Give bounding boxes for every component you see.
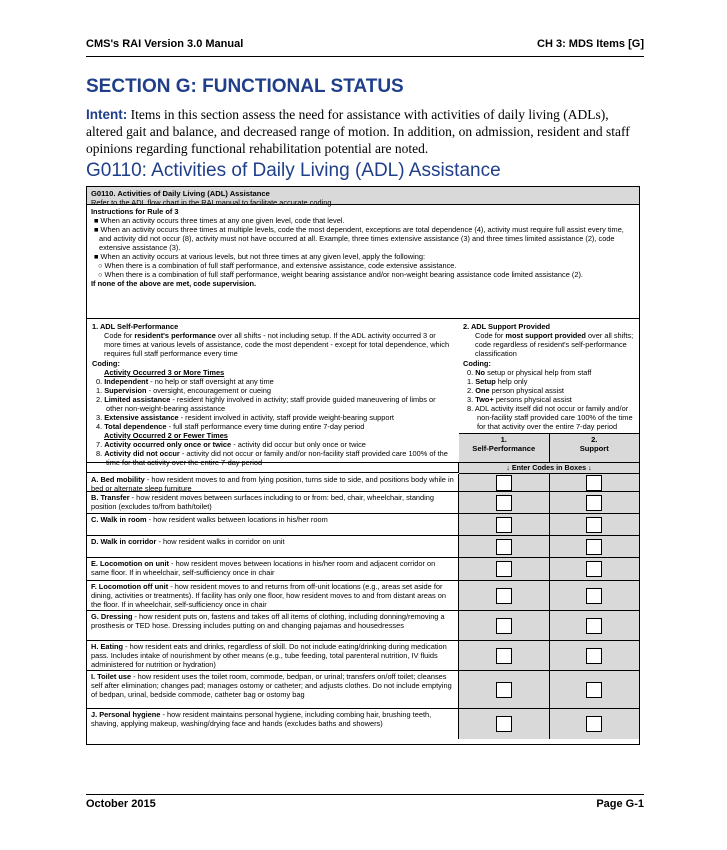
activity-row bbox=[87, 474, 639, 492]
activity-description: F. Locomotion off unit - how resident moves to and returns from off-unit locations (e.g., areas set aside for dining, activities or treatments). If facility has only one floor, how resident moves to and from distant areas on the floor. If in wheelchair, self-sufficiency once in chair bbox=[87, 581, 459, 610]
activity-description: G. Dressing - how resident puts on, fastens and takes off all items of clothing, including donning/removing a prosthesis or TED hose. Dressing includes putting on and changing pajamas and housedresses bbox=[87, 611, 459, 640]
section-title: SECTION G: FUNCTIONAL STATUS bbox=[86, 76, 404, 97]
rule3-title: Instructions for Rule of 3 bbox=[91, 207, 179, 216]
support-code-box[interactable] bbox=[586, 539, 602, 555]
self-perf-code: 3. Extensive assistance - resident involved in activity, staff provide weight-bearing support bbox=[96, 413, 394, 422]
support-code: 3. Two+ persons physical assist bbox=[467, 395, 572, 404]
support-code-cell bbox=[549, 514, 640, 535]
self-performance-code-box[interactable] bbox=[496, 682, 512, 698]
col-self-performance: 1. Self-Performance bbox=[459, 434, 549, 462]
self-perf-code: 7. Activity occurred only once or twice - activity did occur but only once or twice bbox=[96, 440, 366, 449]
self-perf-coding-label: Coding: bbox=[92, 359, 120, 368]
self-performance-code-box[interactable] bbox=[496, 588, 512, 604]
support-heading: 2. ADL Support Provided bbox=[463, 322, 551, 331]
rule-of-3-instructions bbox=[87, 205, 639, 319]
intent-label: Intent: bbox=[86, 107, 128, 122]
support-code-box[interactable] bbox=[586, 495, 602, 511]
activity-row bbox=[87, 492, 639, 514]
activity-description: H. Eating - how resident eats and drinks, regardless of skill. Do not include eating/drinking during medication pass. Includes intake of nourishment by other means (e.g., tube feeding, total parenteral nutrition, IV fluids administered for nutrition or hydration) bbox=[87, 641, 459, 670]
self-performance-code-cell bbox=[459, 536, 549, 557]
page-footer bbox=[86, 794, 644, 810]
self-performance-code-box[interactable] bbox=[496, 716, 512, 732]
self-perf-code: 1. Supervision - oversight, encouragement or cueing bbox=[96, 386, 272, 395]
support-code-cell bbox=[549, 558, 640, 580]
self-performance-code-cell bbox=[459, 611, 549, 640]
self-performance-code-box[interactable] bbox=[496, 475, 512, 491]
rule3-line: ■ When an activity occurs at various levels, but not three times at any given level, apply the following: bbox=[94, 252, 426, 261]
self-perf-desc: Code for resident's performance over all shifts - not including setup. If the ADL activity occurred 3 or more times at various levels of assistance, code the most dependent - except for total dependence, which requires full staff performance every time bbox=[104, 331, 450, 358]
self-performance-code-box[interactable] bbox=[496, 539, 512, 555]
activity-row bbox=[87, 536, 639, 558]
support-code: 1. Setup help only bbox=[467, 377, 528, 386]
self-performance-code-cell bbox=[459, 474, 549, 491]
self-performance-code-box[interactable] bbox=[496, 618, 512, 634]
self-perf-code: 2. Limited assistance - resident highly involved in activity; staff provide guided maneuvering of limbs or other non-weight-bearing assistance bbox=[96, 395, 436, 413]
support-code-cell bbox=[549, 709, 640, 739]
support-code-box[interactable] bbox=[586, 475, 602, 491]
rule3-line: ○ When there is a combination of full staff performance, and extensive assistance, code extensive assistance. bbox=[98, 261, 457, 270]
self-performance-code-box[interactable] bbox=[496, 495, 512, 511]
group-3-or-more: Activity Occurred 3 or More Times bbox=[104, 368, 225, 377]
col-support: 2. Support bbox=[549, 434, 640, 462]
self-performance-code-box[interactable] bbox=[496, 517, 512, 533]
support-code-cell bbox=[549, 492, 640, 513]
intent-text: Items in this section assess the need for assistance with activities of daily living (ADLs), altered gait and balance, and decreased range of motion. In addition, on admission, resident and staff opinions regarding functional rehabilitation potential are noted. bbox=[86, 107, 630, 156]
activity-description: J. Personal hygiene - how resident maintains personal hygiene, including combing hair, brushing teeth, shaving, applying makeup, washing/drying face and hands (excludes baths and showers) bbox=[87, 709, 459, 739]
support-code-cell bbox=[549, 641, 640, 670]
activity-row bbox=[87, 671, 639, 709]
activity-description: A. Bed mobility - how resident moves to and from lying position, turns side to side, and positions body while in bed or alternate sleep furniture bbox=[87, 474, 459, 491]
support-desc: Code for most support provided over all shifts; code regardless of resident's self-performance classification bbox=[475, 331, 634, 358]
self-performance-code-cell bbox=[459, 641, 549, 670]
rule3-none: If none of the above are met, code supervision. bbox=[91, 279, 257, 288]
activity-description: D. Walk in corridor - how resident walks in corridor on unit bbox=[87, 536, 459, 557]
self-performance-definition bbox=[87, 319, 459, 467]
support-code-cell bbox=[549, 581, 640, 610]
support-code-cell bbox=[549, 671, 640, 708]
footer-date: October 2015 bbox=[86, 798, 156, 810]
support-code-box[interactable] bbox=[586, 716, 602, 732]
self-performance-code-cell bbox=[459, 558, 549, 580]
support-code-cell bbox=[549, 536, 640, 557]
rule3-line: ■ When an activity occurs three times at any one given level, code that level. bbox=[94, 216, 345, 225]
support-code-box[interactable] bbox=[586, 682, 602, 698]
activity-row bbox=[87, 558, 639, 581]
self-performance-code-cell bbox=[459, 581, 549, 610]
self-perf-code: 0. Independent - no help or staff oversight at any time bbox=[96, 377, 274, 386]
item-title: G0110: Activities of Daily Living (ADL) Assistance bbox=[86, 160, 501, 181]
self-performance-code-cell bbox=[459, 671, 549, 708]
support-code-box[interactable] bbox=[586, 618, 602, 634]
self-performance-code-box[interactable] bbox=[496, 648, 512, 664]
support-code: 2. One person physical assist bbox=[467, 386, 564, 395]
self-performance-code-cell bbox=[459, 709, 549, 739]
activity-description: B. Transfer - how resident moves between surfaces including to or from: bed, chair, wheelchair, standing position (excludes to/from bath/toilet) bbox=[87, 492, 459, 513]
self-perf-code: 8. Activity did not occur - activity did not occur or family and/or non-facility staff provided care 100% of the time for that activity over the entire 7-day period bbox=[96, 449, 448, 467]
enter-codes-label: ↓ Enter Codes in Boxes ↓ bbox=[459, 463, 639, 474]
support-code-cell bbox=[549, 611, 640, 640]
self-performance-code-cell bbox=[459, 492, 549, 513]
page-header bbox=[86, 38, 644, 57]
self-performance-code-box[interactable] bbox=[496, 561, 512, 577]
form-header bbox=[87, 187, 639, 205]
support-code-box[interactable] bbox=[586, 588, 602, 604]
chapter-title: CH 3: MDS Items [G] bbox=[537, 38, 644, 50]
support-code-box[interactable] bbox=[586, 561, 602, 577]
activity-description: I. Toilet use - how resident uses the toilet room, commode, bedpan, or urinal; transfers on/off toilet; cleanses self after elimination; changes pad; manages ostomy or catheter; and adjusts clothes. Do not include emptying of bedpan, urinal, bedside commode, catheter bag or ostomy bag bbox=[87, 671, 459, 708]
activity-description: E. Locomotion on unit - how resident moves between locations in his/her room and adjacent corridor on same floor. If in wheelchair, self-sufficiency once in chair bbox=[87, 558, 459, 580]
page-number: Page G-1 bbox=[596, 798, 644, 810]
activity-row bbox=[87, 514, 639, 536]
form-title: G0110. Activities of Daily Living (ADL) Assistance bbox=[91, 189, 270, 198]
manual-title: CMS's RAI Version 3.0 Manual bbox=[86, 38, 244, 50]
support-coding-label: Coding: bbox=[463, 359, 491, 368]
support-code-box[interactable] bbox=[586, 517, 602, 533]
self-perf-code: 4. Total dependence - full staff performance every time during entire 7-day period bbox=[96, 422, 365, 431]
support-code-cell bbox=[549, 474, 640, 491]
intent-paragraph bbox=[86, 106, 646, 157]
self-performance-code-cell bbox=[459, 514, 549, 535]
support-code: 0. No setup or physical help from staff bbox=[467, 368, 592, 377]
activity-row bbox=[87, 709, 639, 739]
activity-rows bbox=[87, 474, 639, 739]
group-2-or-fewer: Activity Occurred 2 or Fewer Times bbox=[104, 431, 228, 440]
adl-form bbox=[86, 186, 640, 745]
support-definition bbox=[459, 319, 639, 462]
activity-row bbox=[87, 611, 639, 641]
support-code: 8. ADL activity itself did not occur or family and/or non-facility staff provided care 100% of the time for that activity over the entire 7-day period bbox=[467, 404, 633, 431]
column-headers bbox=[459, 433, 639, 462]
support-code-box[interactable] bbox=[586, 648, 602, 664]
activity-row bbox=[87, 641, 639, 671]
rule3-line: ○ When there is a combination of full staff performance, weight bearing assistance and/or non-weight bearing assistance code limited assistance (2). bbox=[98, 270, 583, 279]
activity-description: C. Walk in room - how resident walks between locations in his/her room bbox=[87, 514, 459, 535]
form-subtitle: Refer to the ADL flow chart in the RAI manual to facilitate accurate coding bbox=[91, 198, 332, 207]
rule3-line: ■ When an activity occurs three times at multiple levels, code the most dependent, exceptions are total dependence (4), activity must require full assist every time, and activity did not occur (8), activity must not have occurred at all. Example, three times extensive assistance (3) and three times limited assistance (2), code extensive assistance (3). bbox=[94, 225, 624, 252]
self-perf-heading: 1. ADL Self-Performance bbox=[92, 322, 179, 331]
activity-row bbox=[87, 581, 639, 611]
coding-definitions bbox=[87, 319, 639, 467]
